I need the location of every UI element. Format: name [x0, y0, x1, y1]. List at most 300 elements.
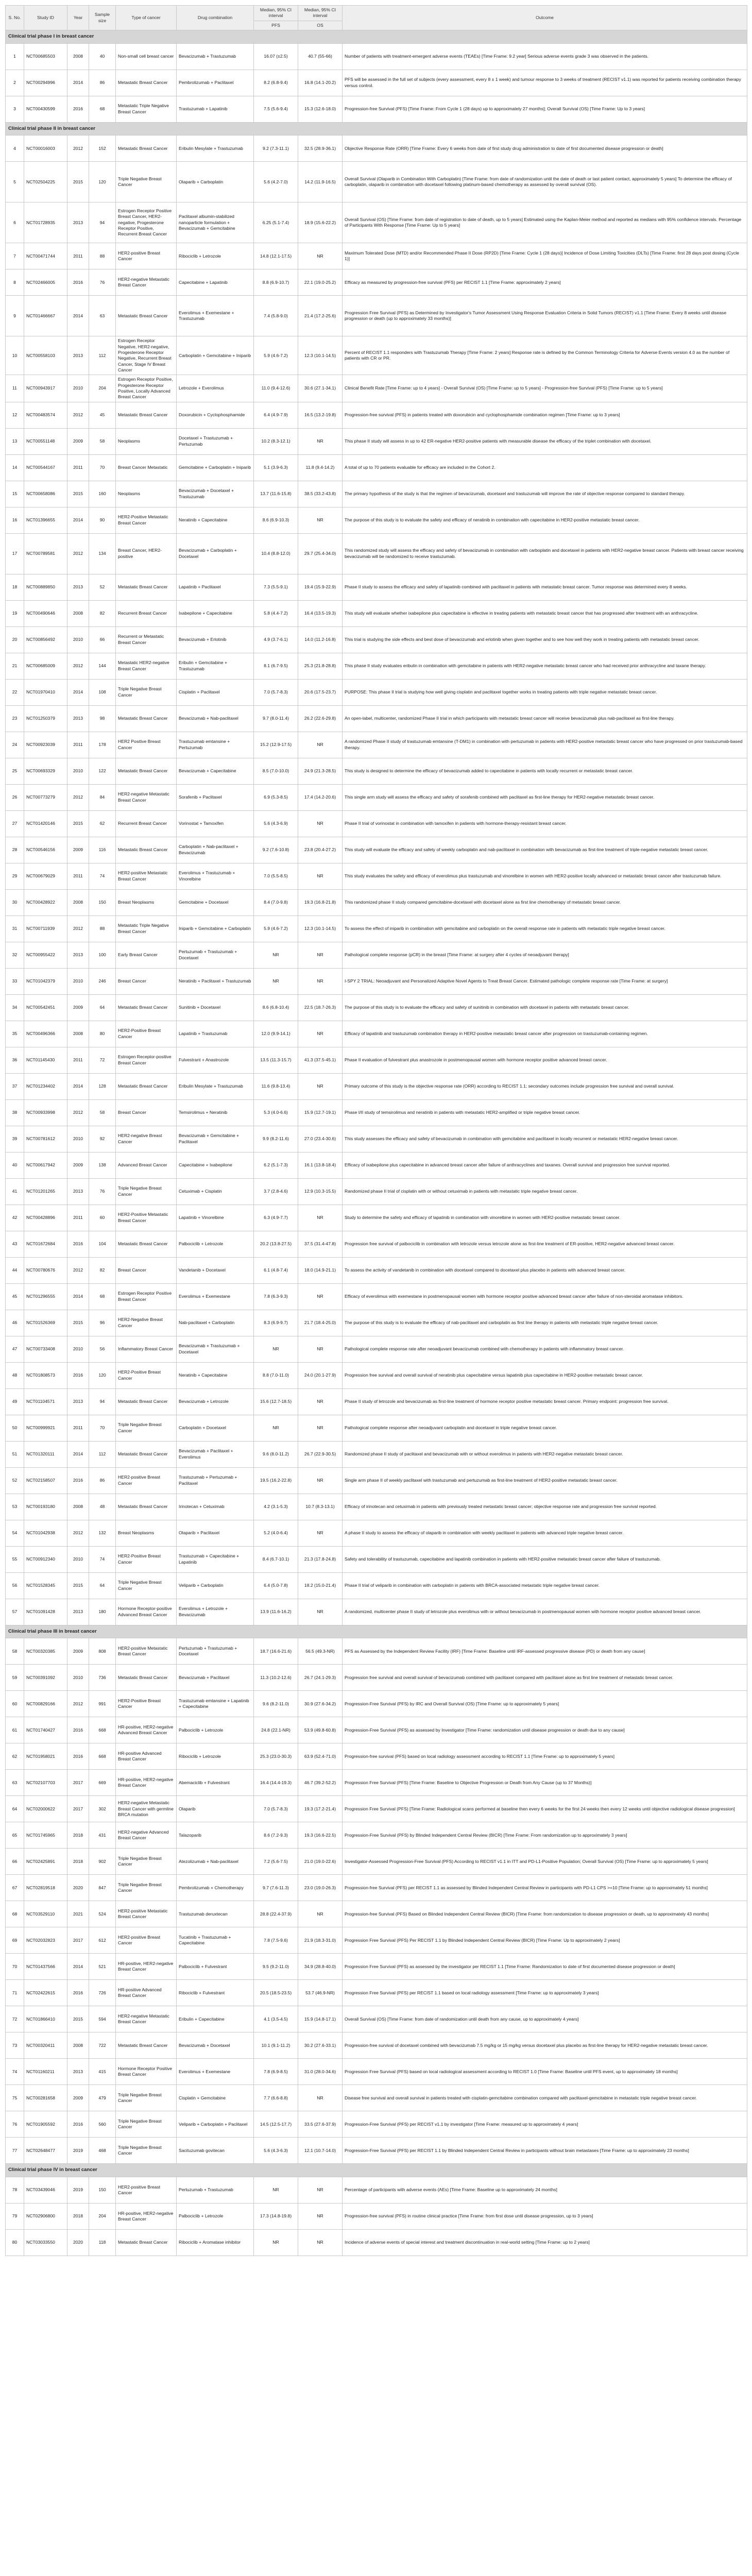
cell-study-id: NCT02422615	[24, 1980, 67, 2006]
cell-sample-size: 60	[89, 1205, 116, 1231]
cell-pfs: 11.6 (9.8-13.4)	[254, 1073, 298, 1099]
cell-pfs: 7.8 (6.9-8.5)	[254, 2059, 298, 2085]
cell-year: 2013	[67, 1178, 89, 1205]
cell-year: 2013	[67, 942, 89, 968]
cell-sample-size: 120	[89, 162, 116, 202]
cell-year: 2015	[67, 1310, 89, 1336]
cell-cancer-type: HER2-Positive Breast Cancer	[116, 1691, 177, 1717]
cell-study-id: NCT01745965	[24, 1822, 67, 1849]
section-title: Clinical trial phase III in breast cancer	[6, 1625, 747, 1638]
cell-os: 22.5 (18.7-26.3)	[298, 994, 343, 1021]
cell-outcome: Progression-free Survival (PFS) Based on Blinded Independent Central Review (BICR) [Time Frame: from randomization to disease progression or death, up to approximately 43 months]	[343, 1901, 747, 1927]
table-row	[6, 758, 747, 784]
cell-study-id: NCT02107703	[24, 1770, 67, 1796]
cell-pfs: 7.8 (7.5-9.6)	[254, 1927, 298, 1954]
cell-year: 2012	[67, 533, 89, 574]
cell-cancer-type: Early Breast Cancer	[116, 942, 177, 968]
cell-cancer-type: Breast Neoplasms	[116, 889, 177, 916]
cell-pfs: 5.1 (3.9-6.3)	[254, 454, 298, 481]
table-row	[6, 2059, 747, 2085]
cell-sample-size: 991	[89, 1691, 116, 1717]
cell-os: 46.7 (39.2-52.2)	[298, 1770, 343, 1796]
cell-sample-size: 100	[89, 942, 116, 968]
cell-cancer-type: HER2-positive Breast Cancer	[116, 1467, 177, 1494]
cell-outcome: Progression-Free Survival (PFS) per RECIST v1.1 by investigator [Time Frame: measured up to approximately 4 years]	[343, 2111, 747, 2138]
table-row	[6, 1126, 747, 1152]
cell-no: 7	[6, 243, 24, 269]
table-row	[6, 2085, 747, 2111]
table-row	[6, 1717, 747, 1743]
cell-no: 54	[6, 1520, 24, 1546]
cell-pfs: 13.5 (11.3-15.7)	[254, 1047, 298, 1073]
cell-year: 2009	[67, 1152, 89, 1178]
cell-drug: Olaparib + Carboplatin	[177, 162, 254, 202]
cell-study-id: NCT00829166	[24, 1691, 67, 1717]
cell-outcome: Efficacy of irinotecan and cetuximab in patients with previously treated metastatic breast cancer; objective response rate and progression free survival reported.	[343, 1494, 747, 1520]
cell-cancer-type: Estrogen Receptor Positive Breast Cancer	[116, 1283, 177, 1310]
cell-os: 53.7 (46.9-NR)	[298, 1980, 343, 2006]
cell-pfs: 8.6 (7.2-9.3)	[254, 1822, 298, 1849]
cell-os: NR	[298, 1599, 343, 1625]
cell-year: 2010	[67, 1126, 89, 1152]
table-row	[6, 784, 747, 810]
cell-sample-size: 66	[89, 626, 116, 653]
cell-drug: Ixabepilone + Capecitabine	[177, 600, 254, 626]
cell-os: NR	[298, 507, 343, 533]
cell-cancer-type: Advanced Breast Cancer	[116, 1152, 177, 1178]
cell-drug: Bevacizumab + Gemcitabine + Paclitaxel	[177, 1126, 254, 1152]
cell-sample-size: 669	[89, 1770, 116, 1796]
cell-sample-size: 160	[89, 481, 116, 507]
cell-os: NR	[298, 2230, 343, 2256]
cell-no: 19	[6, 600, 24, 626]
cell-cancer-type: HER2-Positive Breast Cancer	[116, 1021, 177, 1047]
table-row	[6, 428, 747, 454]
header-no: S. No.	[6, 6, 24, 30]
cell-study-id: NCT00912340	[24, 1546, 67, 1572]
table-row	[6, 1494, 747, 1520]
cell-os: 18.2 (15.0-21.4)	[298, 1572, 343, 1599]
cell-drug: Olaparib + Paclitaxel	[177, 1520, 254, 1546]
cell-cancer-type: Metastatic Breast Cancer	[116, 574, 177, 600]
cell-drug: Abemaciclib + Fulvestrant	[177, 1770, 254, 1796]
table-row	[6, 269, 747, 296]
cell-drug: Bevacizumab + Trastuzumab	[177, 43, 254, 70]
cell-outcome: Progression Free Survival (PFS) Per RECIST 1.1 by Blinded Independent Central Review (BICR) [Time Frame: Up to approximately 2 years]	[343, 1927, 747, 1954]
cell-study-id: NCT00471744	[24, 243, 67, 269]
cell-outcome: Overall Survival (OS) [Time Frame: from date of registration to date of death, up to 5 years] Estimated using the Kaplan-Meier method and reported as medians with 95% confidence intervals. Percentage of Participants With Response [Time Frame: Up to 5 years]	[343, 202, 747, 243]
cell-year: 2018	[67, 2204, 89, 2230]
cell-no: 34	[6, 994, 24, 1021]
cell-drug: Letrozole + Everolimus	[177, 375, 254, 402]
cell-cancer-type: Metastatic Breast Cancer	[116, 402, 177, 428]
cell-no: 57	[6, 1599, 24, 1625]
cell-study-id: NCT01296555	[24, 1283, 67, 1310]
cell-no: 73	[6, 2032, 24, 2059]
table-row	[6, 1336, 747, 1362]
cell-study-id: NCT00558103	[24, 336, 67, 375]
cell-no: 1	[6, 43, 24, 70]
cell-study-id: NCT01866410	[24, 2006, 67, 2032]
cell-drug: Bevacizumab + Erlotinib	[177, 626, 254, 653]
cell-year: 2014	[67, 1954, 89, 1980]
cell-outcome: This study evaluates the safety and efficacy of everolimus plus trastuzumab and vinorelbine in women with HER2-positive locally advanced or metastatic breast cancer after trastuzumab failure.	[343, 863, 747, 889]
cell-pfs: 6.4 (4.9-7.9)	[254, 402, 298, 428]
table-row	[6, 705, 747, 732]
cell-drug: Pertuzumab + Trastuzumab + Docetaxel	[177, 1638, 254, 1665]
cell-outcome: Overall Survival (Olaparib in Combination With Carboplatin) [Time Frame: from date of randomization until the date of death or last patient contact, approximately 5 years] To determine the efficacy of carboplatin, olaparib in combination with docetaxel following platinum-based chemotherapy as assessed by overall survival (OS).	[343, 162, 747, 202]
cell-cancer-type: HER2-positive Metastatic Breast Cancer	[116, 1638, 177, 1665]
cell-os: 23.0 (19.0-26.3)	[298, 1875, 343, 1901]
cell-os: 23.8 (20.4-27.2)	[298, 837, 343, 863]
document	[5, 5, 747, 2256]
table-row	[6, 2204, 747, 2230]
cell-outcome: Progression-free Survival (PFS) [Time Frame: From Cycle 1 (28 days) up to approximately 27 months]; Overall Survival (OS) [Time Frame: Up to 3 years]	[343, 96, 747, 122]
cell-outcome: A phase II study to assess the efficacy of olaparib in combination with weekly paclitaxel in patients with advanced triple negative breast cancer.	[343, 1520, 747, 1546]
cell-drug: Docetaxel + Trastuzumab + Pertuzumab	[177, 428, 254, 454]
cell-os: 16.8 (14.1-20.2)	[298, 70, 343, 96]
cell-os: 11.8 (9.4-14.2)	[298, 454, 343, 481]
cell-pfs: 11.0 (9.4-12.6)	[254, 375, 298, 402]
cell-os: NR	[298, 1467, 343, 1494]
cell-os: 24.9 (21.3-28.5)	[298, 758, 343, 784]
cell-study-id: NCT02032823	[24, 1927, 67, 1954]
cell-cancer-type: HER2-Negative Breast Cancer	[116, 1310, 177, 1336]
cell-outcome: This phase II study will assess in up to 42 ER-negative HER2-positive patients with measurable disease the efficacy of the triplet combination with docetaxel.	[343, 428, 747, 454]
cell-no: 47	[6, 1336, 24, 1362]
cell-drug: Gemcitabine + Docetaxel	[177, 889, 254, 916]
header-os: OS	[298, 21, 343, 30]
cell-no: 46	[6, 1310, 24, 1336]
cell-sample-size: 56	[89, 1336, 116, 1362]
cell-year: 2009	[67, 1638, 89, 1665]
table-row	[6, 2177, 747, 2204]
cell-study-id: NCT02819518	[24, 1875, 67, 1901]
cell-drug: Nab-paclitaxel + Carboplatin	[177, 1310, 254, 1336]
cell-cancer-type: Triple Negative Breast Cancer	[116, 2085, 177, 2111]
cell-os: 16.1 (13.8-18.4)	[298, 1152, 343, 1178]
cell-outcome: Progression Free Survival (PFS) based on local radiological assessment according to RECIST 1.0 [Time Frame: Baseline until PFS event, up to approximately 18 months]	[343, 2059, 747, 2085]
table-row	[6, 1901, 747, 1927]
cell-cancer-type: Estrogen Receptor Positive, Progesterone Receptor Positive, Locally Advanced Breast Cancer	[116, 375, 177, 402]
cell-pfs: 7.0 (5.7-8.3)	[254, 1796, 298, 1822]
cell-cancer-type: Recurrent Breast Cancer	[116, 600, 177, 626]
cell-study-id: NCT01042938	[24, 1520, 67, 1546]
cell-no: 79	[6, 2204, 24, 2230]
cell-no: 25	[6, 758, 24, 784]
cell-study-id: NCT00679029	[24, 863, 67, 889]
cell-outcome: PFS will be assessed in the full set of subjects (every assessment, every 8 ± 1 week) and tumour response to 3 weeks of treatment (RECIST v1.1) was reported for patients receiving combination therapy versus control.	[343, 70, 747, 96]
cell-drug: Pertuzumab + Trastuzumab	[177, 2177, 254, 2204]
cell-study-id: NCT00320385	[24, 1638, 67, 1665]
table-row	[6, 1257, 747, 1283]
cell-drug: Tucatinib + Trastuzumab + Capecitabine	[177, 1927, 254, 1954]
cell-year: 2014	[67, 296, 89, 336]
cell-os: 15.9 (12.7-19.1)	[298, 1099, 343, 1126]
cell-pfs: 28.8 (22.4-37.9)	[254, 1901, 298, 1927]
cell-no: 30	[6, 889, 24, 916]
cell-no: 28	[6, 837, 24, 863]
cell-cancer-type: HER2-negative Advanced Breast Cancer	[116, 1822, 177, 1849]
cell-no: 61	[6, 1717, 24, 1743]
cell-sample-size: 76	[89, 1178, 116, 1205]
cell-cancer-type: Metastatic Breast Cancer	[116, 1073, 177, 1099]
cell-cancer-type: Triple Negative Breast Cancer	[116, 1415, 177, 1441]
cell-sample-size: 246	[89, 968, 116, 994]
table-row	[6, 1099, 747, 1126]
cell-year: 2010	[67, 1336, 89, 1362]
table-row	[6, 1152, 747, 1178]
table-row	[6, 533, 747, 574]
cell-drug: Ribociclib + Aromatase inhibitor	[177, 2230, 254, 2256]
cell-os: 63.9 (52.4-71.0)	[298, 1743, 343, 1770]
cell-sample-size: 152	[89, 135, 116, 162]
cell-cancer-type: Metastatic HER2-negative Breast Cancer	[116, 653, 177, 679]
table-row	[6, 942, 747, 968]
cell-os: NR	[298, 1520, 343, 1546]
cell-sample-size: 90	[89, 507, 116, 533]
cell-cancer-type: Triple Negative Breast Cancer	[116, 1572, 177, 1599]
cell-drug: Palbociclib + Letrozole	[177, 1717, 254, 1743]
cell-outcome: I-SPY 2 TRIAL: Neoadjuvant and Personalized Adaptive Novel Agents to Treat Breast Cancer. Estimated pathologic complete response rate [Time Frame: at surgery]	[343, 968, 747, 994]
cell-drug: Lapatinib + Trastuzumab	[177, 1021, 254, 1047]
cell-pfs: 9.2 (7.3-11.1)	[254, 135, 298, 162]
cell-outcome: This randomized phase II study compared gemcitabine-docetaxel with docetaxel alone as first line chemotherapy of metastatic breast cancer.	[343, 889, 747, 916]
cell-outcome: Study to determine the safety and efficacy of lapatinib in combination with vinorelbine in women with HER2-positive metastatic breast cancer.	[343, 1205, 747, 1231]
cell-pfs: 7.5 (5.6-9.4)	[254, 96, 298, 122]
cell-os: NR	[298, 810, 343, 837]
cell-drug: Bevacizumab + Docetaxel + Trastuzumab	[177, 481, 254, 507]
cell-os: 27.0 (23.4-30.6)	[298, 1126, 343, 1152]
cell-study-id: NCT02466005	[24, 269, 67, 296]
cell-no: 39	[6, 1126, 24, 1152]
cell-drug: Neratinib + Capecitabine	[177, 507, 254, 533]
cell-no: 72	[6, 2006, 24, 2032]
cell-os: 19.3 (16.8-21.8)	[298, 889, 343, 916]
cell-drug: Trastuzumab + Lapatinib	[177, 96, 254, 122]
cell-sample-size: 118	[89, 2230, 116, 2256]
cell-pfs: 8.4 (7.0-9.8)	[254, 889, 298, 916]
cell-sample-size: 668	[89, 1717, 116, 1743]
cell-year: 2016	[67, 269, 89, 296]
cell-study-id: NCT00428896	[24, 1205, 67, 1231]
cell-year: 2008	[67, 43, 89, 70]
cell-pfs: 7.8 (6.3-9.3)	[254, 1283, 298, 1310]
section-header-row	[6, 2164, 747, 2177]
cell-cancer-type: HER2-positive Metastatic Breast Cancer	[116, 1901, 177, 1927]
clinical-trials-table	[5, 5, 747, 2256]
cell-os: 30.2 (27.6-33.1)	[298, 2032, 343, 2059]
table-row	[6, 375, 747, 402]
cell-year: 2009	[67, 994, 89, 1021]
cell-no: 2	[6, 70, 24, 96]
cell-sample-size: 40	[89, 43, 116, 70]
cell-sample-size: 138	[89, 1152, 116, 1178]
cell-os: 29.7 (25.4-34.0)	[298, 533, 343, 574]
cell-outcome: The purpose of this study is to evaluate the efficacy and safety of sunitinib in combination with docetaxel in patients with metastatic breast cancer.	[343, 994, 747, 1021]
cell-drug: Doxorubicin + Cyclophosphamide	[177, 402, 254, 428]
cell-no: 8	[6, 269, 24, 296]
cell-cancer-type: Estrogen Receptor Positive Breast Cancer, HER2-negative, Progesterone Receptor Positive, Recurrent Breast Cancer	[116, 202, 177, 243]
cell-study-id: NCT00999921	[24, 1415, 67, 1441]
cell-drug: Trastuzumab emtansine + Lapatinib + Capecitabine	[177, 1691, 254, 1717]
cell-sample-size: 120	[89, 1362, 116, 1388]
cell-os: NR	[298, 2085, 343, 2111]
cell-outcome: Progression Free Survival (PFS) as Determined by Investigator's Tumor Assessment Using Response Evaluation Criteria in Solid Tumors (RECIST) v1.1 [Time Frame: Every 8 weeks until disease progression or death (up to approximately 33 months)]	[343, 296, 747, 336]
cell-outcome: Progression-free survival (PFS) in patients treated with doxorubicin and cyclophosphamide combination regimen [Time Frame: up to 3 years]	[343, 402, 747, 428]
table-row	[6, 296, 747, 336]
header-os-ci: Median, 95% CI interval	[298, 6, 343, 21]
cell-pfs: 7.3 (5.5-9.1)	[254, 574, 298, 600]
table-row	[6, 481, 747, 507]
table-row	[6, 1520, 747, 1546]
cell-sample-size: 204	[89, 375, 116, 402]
cell-pfs: 10.1 (9.1-11.2)	[254, 2032, 298, 2059]
cell-cancer-type: Metastatic Triple Negative Breast Cancer	[116, 916, 177, 942]
cell-sample-size: 612	[89, 1927, 116, 1954]
cell-sample-size: 68	[89, 96, 116, 122]
cell-no: 55	[6, 1546, 24, 1572]
cell-year: 2008	[67, 600, 89, 626]
cell-pfs: 17.3 (14.8-19.8)	[254, 2204, 298, 2230]
cell-year: 2016	[67, 2111, 89, 2138]
table-row	[6, 1691, 747, 1717]
section-title: Clinical trial phase I in breast cancer	[6, 30, 747, 44]
cell-sample-size: 902	[89, 1849, 116, 1875]
cell-outcome: PFS as Assessed by the Independent Review Facility (IRF) [Time Frame: Baseline until IRF-assessed progressive disease (PD) or death from any cause]	[343, 1638, 747, 1665]
cell-drug: Ribociclib + Fulvestrant	[177, 1980, 254, 2006]
cell-sample-size: 62	[89, 810, 116, 837]
cell-sample-size: 431	[89, 1822, 116, 1849]
cell-os: 30.6 (27.1-34.1)	[298, 375, 343, 402]
cell-cancer-type: Non-small cell breast cancer	[116, 43, 177, 70]
cell-drug: Everolimus + Letrozole + Bevacizumab	[177, 1599, 254, 1625]
cell-os: 19.3 (17.2-21.4)	[298, 1796, 343, 1822]
table-row	[6, 1546, 747, 1572]
table-row	[6, 1283, 747, 1310]
cell-year: 2012	[67, 784, 89, 810]
cell-cancer-type: HER2-Positive Metastatic Breast Cancer	[116, 507, 177, 533]
cell-os: NR	[298, 1021, 343, 1047]
cell-drug: Everolimus + Exemestane	[177, 2059, 254, 2085]
cell-outcome: Primary outcome of this study is the objective response rate (ORR) according to RECIST 1.1; secondary outcomes include progression free survival and overall survival.	[343, 1073, 747, 1099]
cell-drug: Trastuzumab deruxtecan	[177, 1901, 254, 1927]
section-title: Clinical trial phase IV in breast cancer	[6, 2164, 747, 2177]
cell-sample-size: 726	[89, 1980, 116, 2006]
cell-outcome: Safety and tolerability of trastuzumab, capecitabine and lapatinib combination in patients with HER2-positive metastatic breast cancer after failure of trastuzumab.	[343, 1546, 747, 1572]
cell-outcome: Progression-Free Survival (PFS) per RECIST 1.1 by Blinded Independent Central Review in participants without brain metastases [Time Frame: up to approximately 23 months]	[343, 2138, 747, 2164]
cell-sample-size: 86	[89, 1467, 116, 1494]
cell-drug: Palbociclib + Letrozole	[177, 2204, 254, 2230]
cell-sample-size: 150	[89, 2177, 116, 2204]
cell-os: NR	[298, 1415, 343, 1441]
cell-os: 12.3 (10.1-14.5)	[298, 336, 343, 375]
table-row	[6, 994, 747, 1021]
cell-year: 2011	[67, 863, 89, 889]
cell-year: 2017	[67, 1796, 89, 1822]
cell-cancer-type: HER2-negative Metastatic Breast Cancer	[116, 269, 177, 296]
cell-drug: Everolimus + Exemestane + Trastuzumab	[177, 296, 254, 336]
cell-no: 38	[6, 1099, 24, 1126]
cell-cancer-type: Breast Cancer	[116, 968, 177, 994]
cell-year: 2016	[67, 1467, 89, 1494]
cell-study-id: NCT01250379	[24, 705, 67, 732]
cell-no: 70	[6, 1954, 24, 1980]
cell-outcome: Progression Free Survival (PFS) [Time Frame: Baseline to Objective Progression or Death from Any Cause (up to 37 Months)]	[343, 1770, 747, 1796]
cell-sample-size: 104	[89, 1231, 116, 1257]
cell-sample-size: 70	[89, 1415, 116, 1441]
cell-os: 21.0 (19.0-22.6)	[298, 1849, 343, 1875]
cell-outcome: Progression Free Survival (PFS) as assessed by the investigator per RECIST 1.1 [Time Frame: Randomization to date of first documented disease progression or death]	[343, 1954, 747, 1980]
cell-pfs: 8.8 (6.9-10.7)	[254, 269, 298, 296]
cell-no: 50	[6, 1415, 24, 1441]
cell-outcome: Pathological complete response (pCR) in the breast [Time Frame: at surgery after 4 cycles of neoadjuvant therapy]	[343, 942, 747, 968]
cell-os: 12.1 (10.7-14.0)	[298, 2138, 343, 2164]
cell-study-id: NCT00711939	[24, 916, 67, 942]
cell-drug: Eribulin + Capecitabine	[177, 2006, 254, 2032]
cell-sample-size: 524	[89, 1901, 116, 1927]
cell-year: 2014	[67, 70, 89, 96]
cell-drug: Bevacizumab + Trastuzumab + Docetaxel	[177, 1336, 254, 1362]
cell-pfs: 6.25 (5.1-7.4)	[254, 202, 298, 243]
cell-pfs: 7.4 (5.8-9.0)	[254, 296, 298, 336]
table-row	[6, 916, 747, 942]
cell-no: 20	[6, 626, 24, 653]
cell-sample-size: 178	[89, 732, 116, 758]
cell-cancer-type: Metastatic Breast Cancer	[116, 2032, 177, 2059]
cell-year: 2017	[67, 1927, 89, 1954]
cell-cancer-type: Breast Cancer Metastatic	[116, 454, 177, 481]
cell-sample-size: 479	[89, 2085, 116, 2111]
cell-os: NR	[298, 1283, 343, 1310]
cell-drug: Bevacizumab + Nab-paclitaxel	[177, 705, 254, 732]
table-row	[6, 1441, 747, 1467]
cell-drug: Temsirolimus + Neratinib	[177, 1099, 254, 1126]
cell-outcome: Phase II evaluation of fulvestrant plus anastrozole in postmenopausal women with hormone receptor positive advanced breast cancer.	[343, 1047, 747, 1073]
cell-cancer-type: Metastatic Triple Negative Breast Cancer	[116, 96, 177, 122]
header-cancer-type: Type of cancer	[116, 6, 177, 30]
cell-os: 19.3 (16.6-22.5)	[298, 1822, 343, 1849]
cell-cancer-type: Metastatic Breast Cancer	[116, 135, 177, 162]
cell-outcome: Progression-free survival (PFS) based on local radiology assessment according to RECIST 1.1 [Time Frame: up to approximately 5 years]	[343, 1743, 747, 1770]
cell-year: 2011	[67, 1415, 89, 1441]
cell-outcome: Incidence of adverse events of special interest and treatment discontinuation in real-world setting [Time Frame: up to 2 years]	[343, 2230, 747, 2256]
cell-outcome: This trial is studying the side effects and best dose of bevacizumab and erlotinib when given together and to see how well they work in treating patients with metastatic breast cancer.	[343, 626, 747, 653]
cell-outcome: Progression Free Survival (PFS) [Time Frame: Radiological scans performed at baseline then every 6 weeks for the first 24 weeks then every 12 weeks until objective radiological disease progression]	[343, 1796, 747, 1822]
cell-drug: Palbociclib + Fulvestrant	[177, 1954, 254, 1980]
cell-no: 27	[6, 810, 24, 837]
table-row	[6, 626, 747, 653]
cell-pfs: 6.1 (4.8-7.4)	[254, 1257, 298, 1283]
table-row	[6, 402, 747, 428]
cell-drug: Sorafenib + Paclitaxel	[177, 784, 254, 810]
cell-study-id: NCT02504225	[24, 162, 67, 202]
cell-outcome: Disease free survival and overall survival in patients treated with cisplatin-gemcitabine combination compared with paclitaxel-gemcitabine in metastatic triple negative breast cancer.	[343, 2085, 747, 2111]
table-row	[6, 1205, 747, 1231]
cell-cancer-type: HR-positive, HER2-negative Breast Cancer	[116, 1954, 177, 1980]
cell-outcome: Progression-free survival of docetaxel combined with bevacizumab 7.5 mg/kg or 15 mg/kg versus docetaxel plus placebo as first-line therapy for HER2-negative metastatic breast cancer.	[343, 2032, 747, 2059]
cell-sample-size: 80	[89, 1021, 116, 1047]
cell-year: 2012	[67, 916, 89, 942]
cell-pfs: 11.3 (10.2-12.6)	[254, 1665, 298, 1691]
cell-study-id: NCT03439046	[24, 2177, 67, 2204]
cell-study-id: NCT00546156	[24, 837, 67, 863]
cell-outcome: The primary hypothesis of the study is that the regimen of bevacizumab, docetaxel and trastuzumab will improve the rate of objective response compared to standard therapy.	[343, 481, 747, 507]
cell-sample-size: 64	[89, 994, 116, 1021]
cell-os: NR	[298, 942, 343, 968]
table-row	[6, 679, 747, 705]
cell-year: 2011	[67, 243, 89, 269]
